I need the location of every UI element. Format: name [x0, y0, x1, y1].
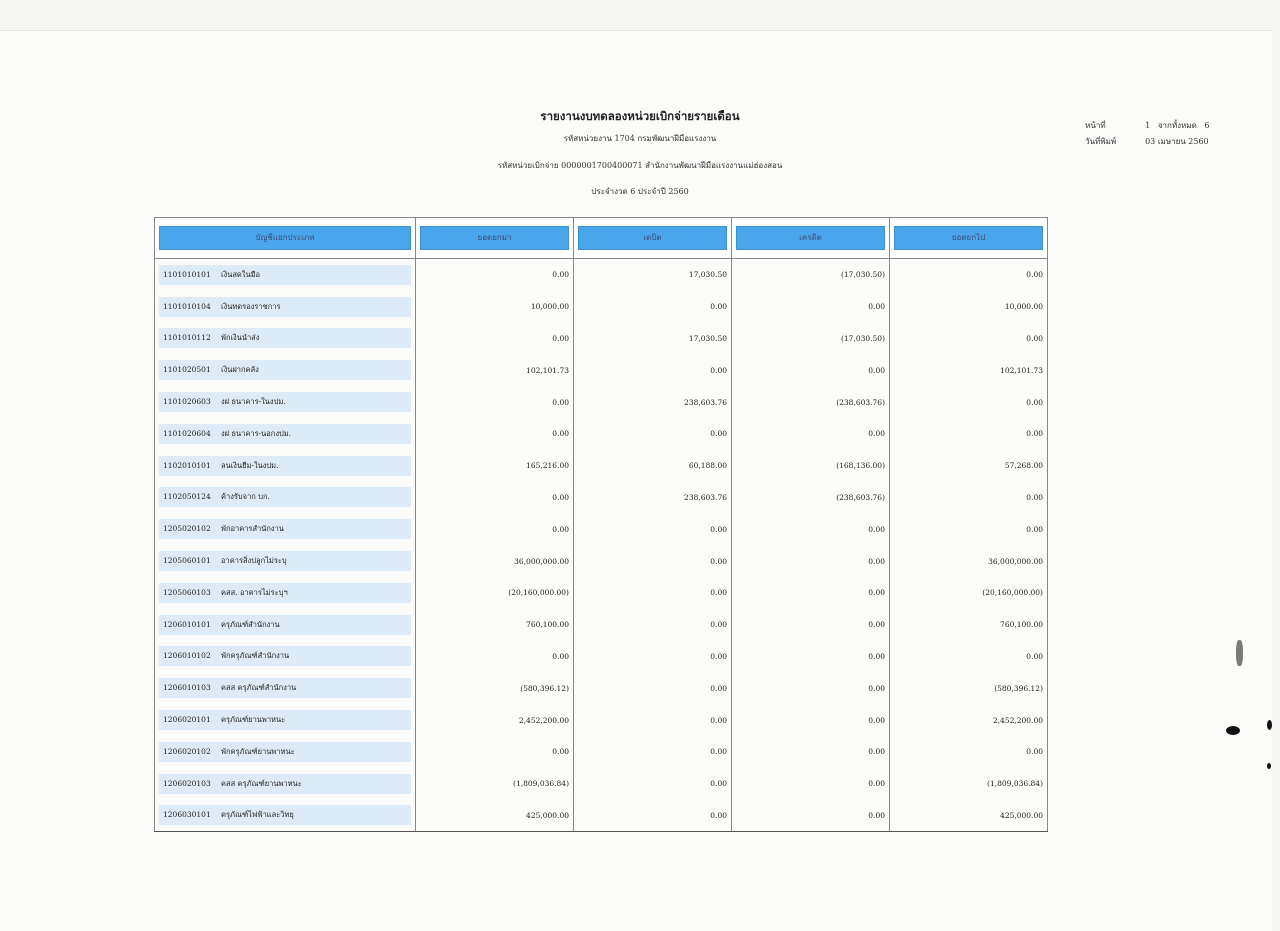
brought-forward-cell: (1,809,036.84) — [416, 768, 574, 800]
account-label-box — [159, 710, 411, 730]
brought-forward-cell: 0.00 — [416, 259, 574, 291]
account-label-box — [159, 774, 411, 794]
account-label-box — [159, 583, 411, 603]
account-label-box — [159, 424, 411, 444]
account-name: เงินฝากคลัง — [221, 365, 259, 375]
debit-cell: 17,030.50 — [574, 323, 732, 355]
page-label: หน้าที่ — [1085, 121, 1106, 130]
account-cell — [155, 450, 416, 482]
header-debit: เดบิต — [578, 226, 727, 250]
account-cell — [155, 545, 416, 577]
table-row — [155, 768, 1048, 800]
credit-cell: 0.00 — [732, 291, 890, 323]
carried-forward-cell: (20,160,000.00) — [890, 577, 1048, 609]
account-code: 1101020603 — [163, 397, 211, 407]
account-code: 1102010101 — [163, 460, 211, 470]
account-name: พักครุภัณฑ์ยานพาหนะ — [221, 746, 295, 756]
debit-cell: 60,188.00 — [574, 450, 732, 482]
credit-cell: 0.00 — [732, 704, 890, 736]
brought-forward-cell: 0.00 — [416, 418, 574, 450]
brought-forward-cell: (20,160,000.00) — [416, 577, 574, 609]
scan-speck — [1226, 726, 1240, 735]
account-name: อาคารสิ่งปลูกไม่ระบุ — [221, 556, 287, 566]
print-date-label: วันที่พิมพ์ — [1085, 137, 1117, 146]
brought-forward-cell: 10,000.00 — [416, 291, 574, 323]
carried-forward-cell: (1,809,036.84) — [890, 768, 1048, 800]
debit-cell: 0.00 — [574, 354, 732, 386]
credit-cell: 0.00 — [732, 513, 890, 545]
print-date-info — [1080, 126, 1209, 148]
brought-forward-cell: 0.00 — [416, 513, 574, 545]
carried-forward-cell: 0.00 — [890, 736, 1048, 768]
carried-forward-cell: (580,396.12) — [890, 672, 1048, 704]
account-cell — [155, 386, 416, 418]
debit-cell: 238,603.76 — [574, 482, 732, 514]
account-code: 1205020102 — [163, 524, 211, 534]
carried-forward-cell: 57,268.00 — [890, 450, 1048, 482]
account-label-box — [159, 265, 411, 285]
account-name: เงินทดรองราชการ — [221, 301, 281, 311]
table-row — [155, 800, 1048, 832]
credit-cell: 0.00 — [732, 672, 890, 704]
account-label-box — [159, 328, 411, 348]
brought-forward-cell: 0.00 — [416, 736, 574, 768]
account-code: 1101020501 — [163, 365, 211, 375]
credit-cell: (17,030.50) — [732, 323, 890, 355]
account-label-box — [159, 360, 411, 380]
debit-cell: 0.00 — [574, 609, 732, 641]
table-row — [155, 609, 1048, 641]
account-name: คสส ครุภัณฑ์ยานพาหนะ — [221, 778, 302, 788]
scan-speck — [1267, 763, 1271, 769]
account-label-box — [159, 615, 411, 635]
table-row — [155, 704, 1048, 736]
credit-cell: (238,603.76) — [732, 386, 890, 418]
account-name: พักอาคารสำนักงาน — [221, 524, 284, 534]
account-cell — [155, 323, 416, 355]
account-code: 1101010104 — [163, 301, 211, 311]
account-name: ครุภัณฑ์สำนักงาน — [221, 619, 280, 629]
account-cell — [155, 768, 416, 800]
scan-speck — [1267, 720, 1272, 730]
debit-cell: 0.00 — [574, 672, 732, 704]
account-name: งฝ ธนาคาร-นอกงปม. — [221, 428, 292, 438]
credit-cell: 0.00 — [732, 768, 890, 800]
debit-cell: 238,603.76 — [574, 386, 732, 418]
account-cell — [155, 418, 416, 450]
account-name: คสส ครุภัณฑ์สำนักงาน — [221, 683, 297, 693]
debit-cell: 0.00 — [574, 704, 732, 736]
brought-forward-cell: 0.00 — [416, 323, 574, 355]
debit-cell: 0.00 — [574, 736, 732, 768]
debit-cell: 0.00 — [574, 418, 732, 450]
account-label-box — [159, 742, 411, 762]
account-label-box — [159, 456, 411, 476]
header-brought-forward: ยอดยกมา — [420, 226, 569, 250]
brought-forward-cell: 36,000,000.00 — [416, 545, 574, 577]
page-value: 1 จากทั้งหมด 6 — [1145, 121, 1210, 130]
print-date-value: 03 เมษายน 2560 — [1145, 137, 1209, 146]
brought-forward-cell: 0.00 — [416, 641, 574, 673]
account-label-box — [159, 487, 411, 507]
scan-speck — [1236, 640, 1243, 666]
table-row — [155, 386, 1048, 418]
trial-balance-table — [154, 217, 1048, 832]
carried-forward-cell: 0.00 — [890, 386, 1048, 418]
account-cell — [155, 800, 416, 832]
account-name: คสส. อาคารไม่ระบุฯ — [221, 587, 288, 597]
account-cell — [155, 513, 416, 545]
credit-cell: 0.00 — [732, 354, 890, 386]
account-code: 1102050124 — [163, 492, 211, 502]
carried-forward-cell: 10,000.00 — [890, 291, 1048, 323]
table-row — [155, 736, 1048, 768]
table-row — [155, 291, 1048, 323]
account-label-box — [159, 297, 411, 317]
debit-cell: 0.00 — [574, 545, 732, 577]
account-code: 1206030101 — [163, 810, 211, 820]
table-row — [155, 577, 1048, 609]
disbursing-unit-line: รหัสหน่วยเบิกจ่าย 0000001700400071 สำนักงานพัฒนาฝีมือแรงงานแม่ฮ่องสอน — [497, 161, 783, 170]
account-label-box — [159, 519, 411, 539]
report-title: รายงานงบทดลองหน่วยเบิกจ่ายรายเดือน — [540, 109, 740, 123]
carried-forward-cell: 0.00 — [890, 513, 1048, 545]
account-code: 1205060103 — [163, 587, 211, 597]
credit-cell: 0.00 — [732, 736, 890, 768]
period-line: ประจำงวด 6 ประจำปี 2560 — [591, 187, 689, 196]
account-code: 1101010112 — [163, 333, 211, 343]
credit-cell: 0.00 — [732, 545, 890, 577]
account-label-box — [159, 551, 411, 571]
brought-forward-cell: 0.00 — [416, 386, 574, 418]
table-row — [155, 259, 1048, 291]
account-name: พักครุภัณฑ์สำนักงาน — [221, 651, 290, 661]
table-row — [155, 354, 1048, 386]
account-cell — [155, 482, 416, 514]
account-label-box — [159, 646, 411, 666]
table-row — [155, 641, 1048, 673]
table-row — [155, 482, 1048, 514]
account-cell — [155, 736, 416, 768]
table-row — [155, 545, 1048, 577]
account-cell — [155, 641, 416, 673]
carried-forward-cell: 0.00 — [890, 323, 1048, 355]
account-name: ลนเงินยืม-ในงปม. — [221, 460, 279, 470]
account-name: งฝ ธนาคาร-ในงปม. — [221, 397, 286, 407]
debit-cell: 0.00 — [574, 577, 732, 609]
account-code: 1206010102 — [163, 651, 211, 661]
account-code: 1206020102 — [163, 746, 211, 756]
account-code: 1206010101 — [163, 619, 211, 629]
carried-forward-cell: 0.00 — [890, 418, 1048, 450]
account-name: พักเงินนำส่ง — [221, 333, 260, 343]
account-label-box — [159, 805, 411, 825]
header-credit: เครดิต — [736, 226, 885, 250]
account-name: เงินสดในมือ — [221, 269, 261, 279]
brought-forward-cell: 165,216.00 — [416, 450, 574, 482]
brought-forward-cell: 0.00 — [416, 482, 574, 514]
credit-cell: 0.00 — [732, 800, 890, 832]
account-code: 1206020103 — [163, 778, 211, 788]
table-header-row — [155, 218, 1048, 259]
credit-cell: 0.00 — [732, 577, 890, 609]
account-cell — [155, 577, 416, 609]
table-row — [155, 418, 1048, 450]
credit-cell: (238,603.76) — [732, 482, 890, 514]
carried-forward-cell: 0.00 — [890, 259, 1048, 291]
carried-forward-cell: 2,452,200.00 — [890, 704, 1048, 736]
agency-line: รหัสหน่วยงาน 1704 กรมพัฒนาฝีมือแรงงาน — [563, 134, 717, 143]
account-name: ครุภัณฑ์ไฟฟ้าและวิทยุ — [221, 810, 294, 820]
carried-forward-cell: 760,100.00 — [890, 609, 1048, 641]
table-row — [155, 450, 1048, 482]
debit-cell: 17,030.50 — [574, 259, 732, 291]
table-row — [155, 513, 1048, 545]
credit-cell: 0.00 — [732, 641, 890, 673]
credit-cell: 0.00 — [732, 609, 890, 641]
brought-forward-cell: 102,101.73 — [416, 354, 574, 386]
account-label-box — [159, 678, 411, 698]
account-code: 1101010101 — [163, 269, 211, 279]
table-row — [155, 323, 1048, 355]
carried-forward-cell: 36,000,000.00 — [890, 545, 1048, 577]
debit-cell: 0.00 — [574, 513, 732, 545]
debit-cell: 0.00 — [574, 291, 732, 323]
account-cell — [155, 609, 416, 641]
account-cell — [155, 672, 416, 704]
account-cell — [155, 259, 416, 291]
brought-forward-cell: 425,000.00 — [416, 800, 574, 832]
carried-forward-cell: 0.00 — [890, 641, 1048, 673]
account-code: 1205060101 — [163, 556, 211, 566]
account-name: ค้างรับจาก บก. — [221, 492, 270, 502]
carried-forward-cell: 102,101.73 — [890, 354, 1048, 386]
credit-cell: (17,030.50) — [732, 259, 890, 291]
account-cell — [155, 291, 416, 323]
brought-forward-cell: (580,396.12) — [416, 672, 574, 704]
header-carried-forward: ยอดยกไป — [894, 226, 1043, 250]
account-code: 1101020604 — [163, 428, 211, 438]
debit-cell: 0.00 — [574, 641, 732, 673]
brought-forward-cell: 760,100.00 — [416, 609, 574, 641]
account-cell — [155, 354, 416, 386]
account-cell — [155, 704, 416, 736]
account-label-box — [159, 392, 411, 412]
account-code: 1206020101 — [163, 715, 211, 725]
table-row — [155, 672, 1048, 704]
brought-forward-cell: 2,452,200.00 — [416, 704, 574, 736]
credit-cell: 0.00 — [732, 418, 890, 450]
account-name: ครุภัณฑ์ยานพาหนะ — [221, 715, 286, 725]
table-body — [155, 259, 1048, 832]
debit-cell: 0.00 — [574, 768, 732, 800]
header-account: บัญชีแยกประเภท — [159, 226, 411, 250]
credit-cell: (168,136.00) — [732, 450, 890, 482]
carried-forward-cell: 0.00 — [890, 482, 1048, 514]
debit-cell: 0.00 — [574, 800, 732, 832]
account-code: 1206010103 — [163, 683, 211, 693]
carried-forward-cell: 425,000.00 — [890, 800, 1048, 832]
